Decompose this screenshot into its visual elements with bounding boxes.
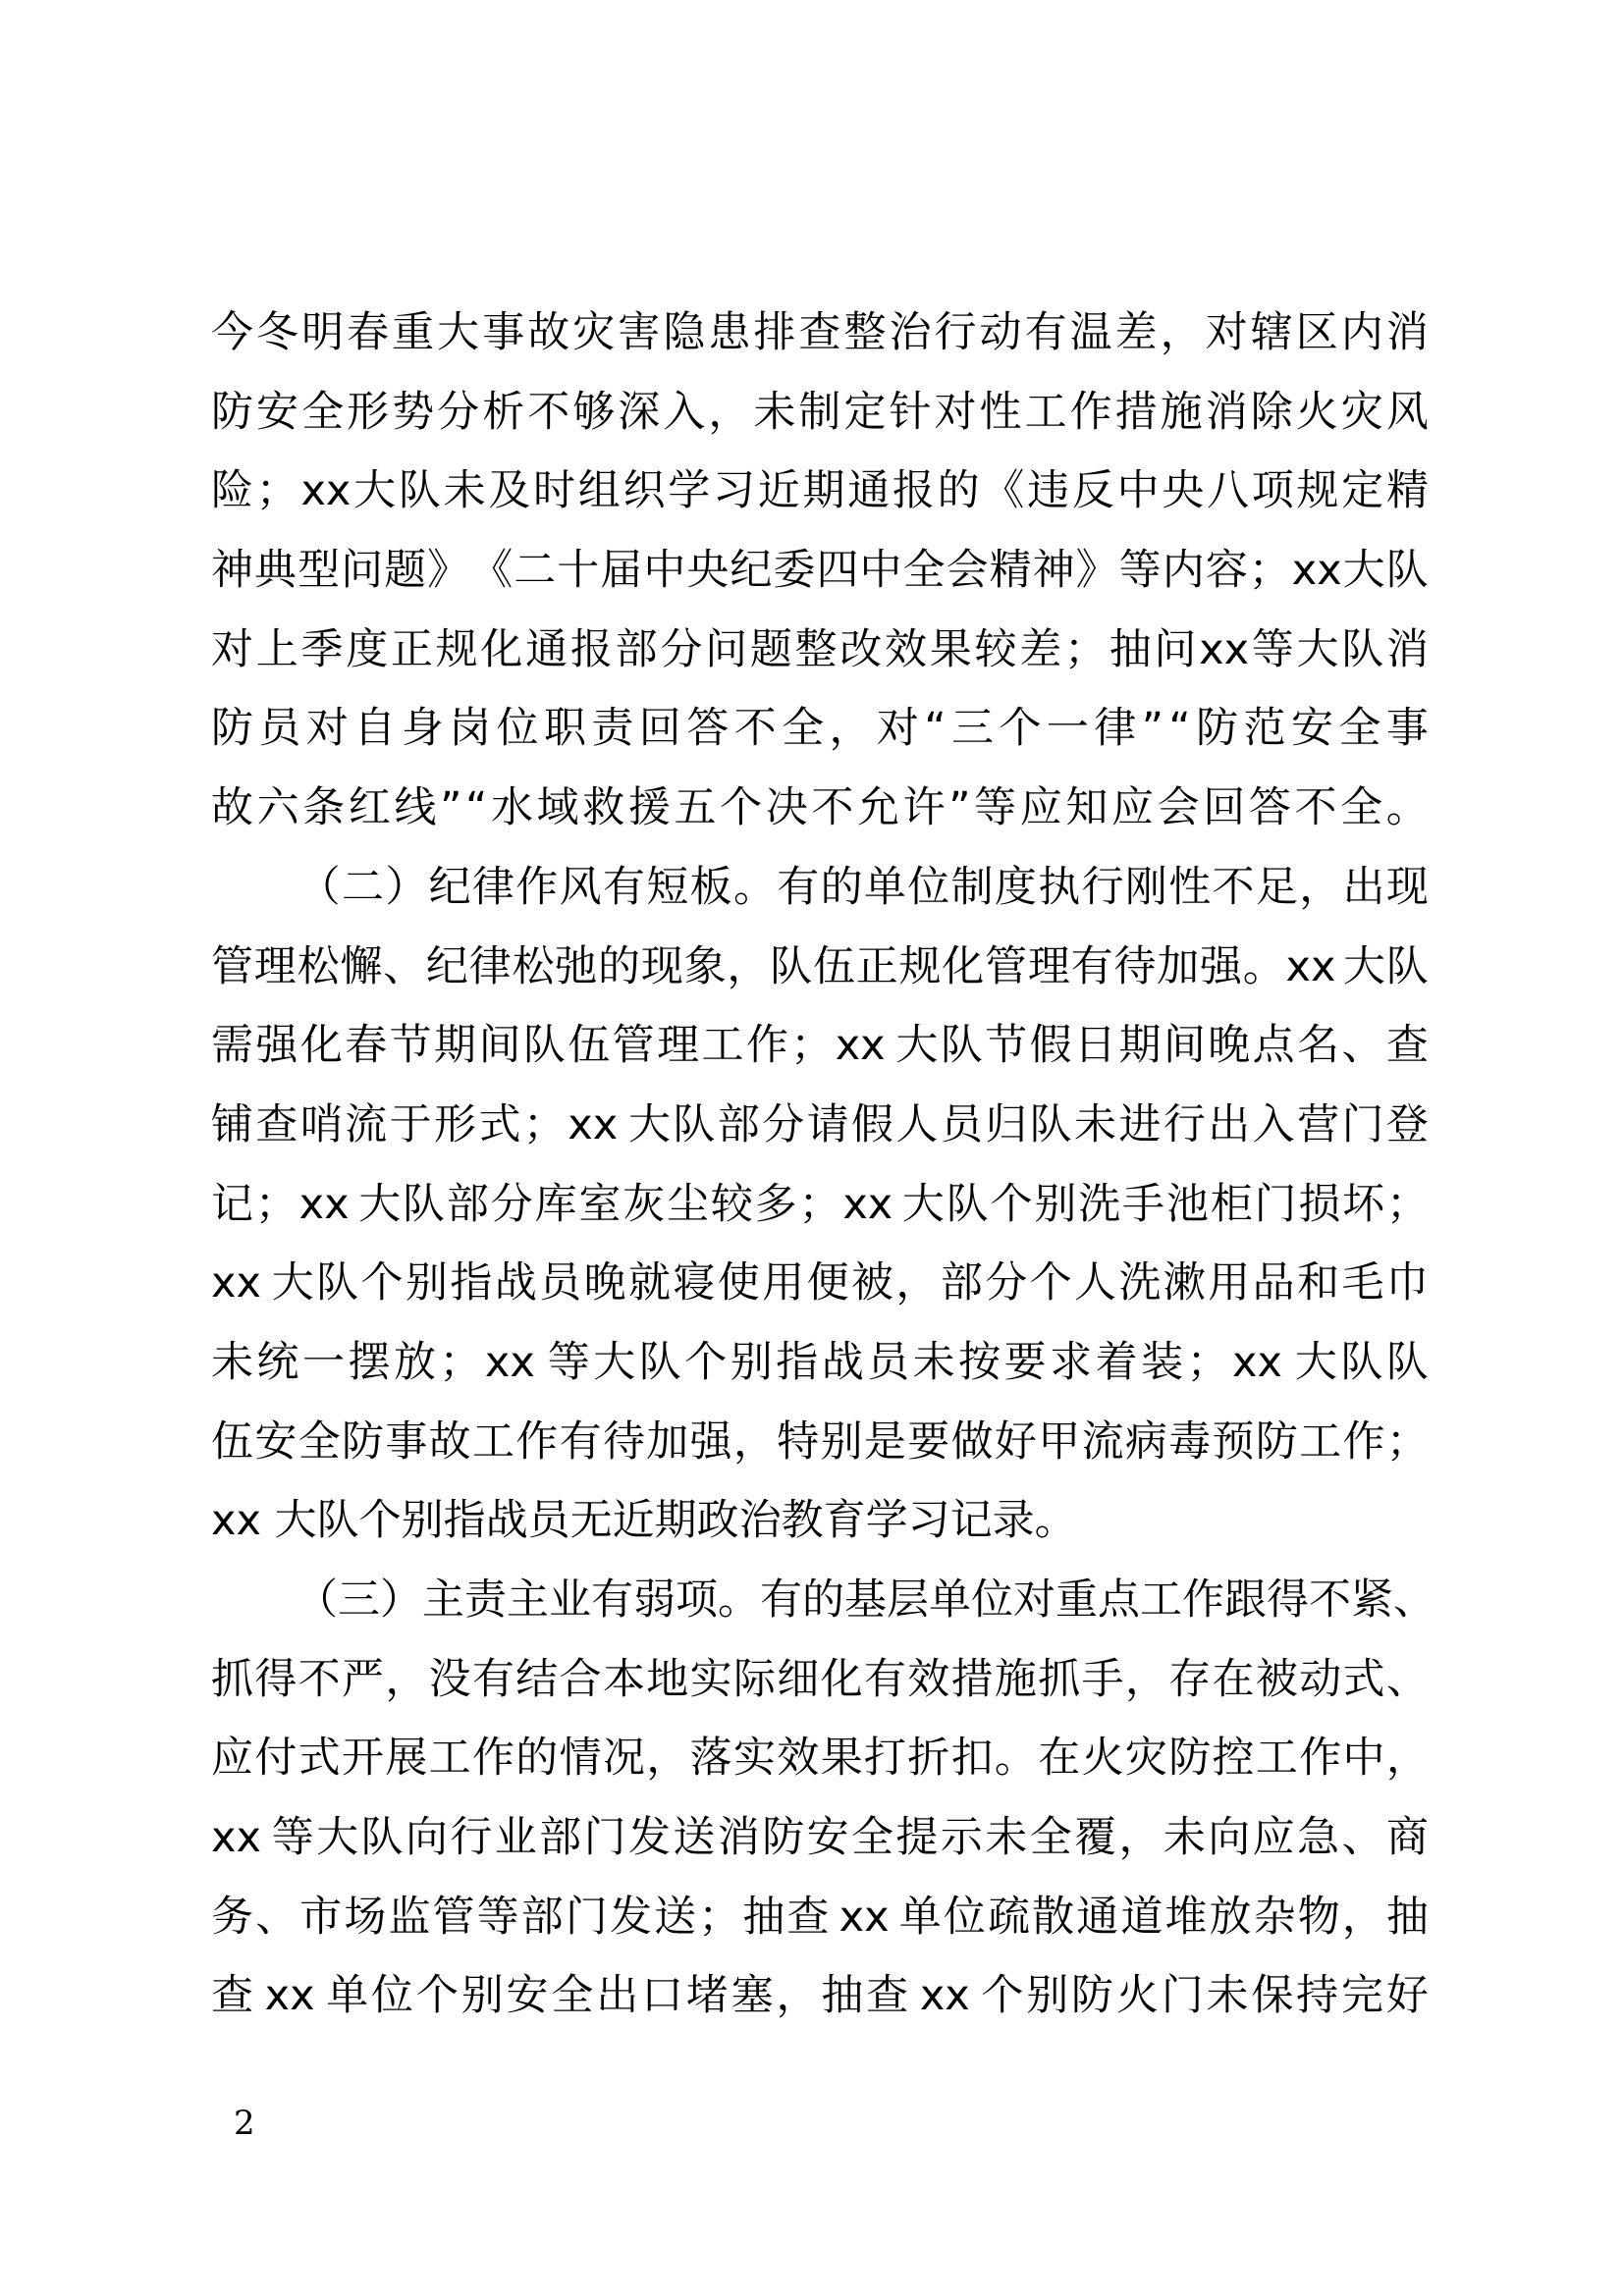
text-line: 今 冬 明 春 重 大 事 故 灾 害 隐 患 排 查 整 治 行 动 有 温 差 ， 对 辖 区 内 消: [211, 308, 1429, 357]
text-line: xx 大队个别指战员无近期政治教育学习记录。: [211, 1496, 1077, 1546]
text-line: 查 xx 单 位 个 别 安 全 出 口 堵 塞 ， 抽 查 xx 个 别 防 火 门 未 保 持 完 好: [211, 1971, 1429, 2021]
page-number: 2: [234, 2104, 255, 2143]
text-line: 伍 安 全 防 事 故 工 作 有 待 加 强 ， 特 别 是 要 做 好 甲 流 病 毒 预 防 工 作 ；: [211, 1416, 1429, 1467]
text-line: 应 付 式 开 展 工 作 的 情 况 ， 落 实 效 果 打 折 扣 。 在 火 灾 防 控 工 作 中 ，: [211, 1734, 1429, 1784]
text-line: （ 二 ） 纪 律 作 风 有 短 板 。 有 的 单 位 制 度 执 行 刚 性 不 足 ， 出 现: [298, 862, 1429, 912]
text-line: （ 三 ） 主 责 主 业 有 弱 项 。 有 的 基 层 单 位 对 重 点 工 作 跟 得 不 紧 、: [296, 1575, 1435, 1625]
document-body: [211, 306, 1435, 2049]
text-line: 铺 查 哨 流 于 形 式 ； xx 大 队 部 分 请 假 人 员 归 队 未 进 行 出 入 营 门 登: [211, 1099, 1429, 1149]
text-line: 管 理 松 懈 、 纪 律 松 弛 的 现 象 ， 队 伍 正 规 化 管 理 有 待 加 强 。 xx 大 队: [211, 941, 1429, 991]
text-line: xx 大 队 个 别 指 战 员 晚 就 寝 使 用 便 被 ， 部 分 个 人 洗 漱 用 品 和 毛 巾: [211, 1258, 1429, 1308]
text-line: 抓 得 不 严 ， 没 有 结 合 本 地 实 际 细 化 有 效 措 施 抓 手 ， 存 在 被 动 式 、: [211, 1654, 1429, 1704]
text-line: 务 、 市 场 监 管 等 部 门 发 送 ； 抽 查 xx 单 位 疏 散 通 道 堆 放 杂 物 ， 抽: [211, 1892, 1429, 1942]
text-line: 记 ； xx 大 队 部 分 库 室 灰 尘 较 多 ； xx 大 队 个 别 洗 手 池 柜 门 损 坏 ；: [211, 1179, 1429, 1229]
text-line: 未 统 一 摆 放 ； xx 等 大 队 个 别 指 战 员 未 按 要 求 着 装 ； xx 大 队 队: [211, 1337, 1429, 1387]
text-line: 险 ； xx 大 队 未 及 时 组 织 学 习 近 期 通 报 的 《 违 反 中 央 八 项 规 定 精: [211, 466, 1429, 516]
text-line: 对 上 季 度 正 规 化 通 报 部 分 问 题 整 改 效 果 较 差 ； 抽 问 xx 等 大 队 消: [211, 624, 1429, 674]
text-line: 故 六 条 红 线 ” “ 水 域 救 援 五 个 决 不 允 许 ” 等 应 知 应 会 回 答 不 全 。: [211, 783, 1429, 833]
text-line: xx 等 大 队 向 行 业 部 门 发 送 消 防 安 全 提 示 未 全 覆 ， 未 向 应 急 、 商: [211, 1813, 1429, 1863]
text-line: 防 安 全 形 势 分 析 不 够 深 入 ， 未 制 定 针 对 性 工 作 措 施 消 除 火 灾 风: [211, 387, 1429, 437]
text-line: 需 强 化 春 节 期 间 队 伍 管 理 工 作 ； xx 大 队 节 假 日 期 间 晚 点 名 、 查: [211, 1021, 1429, 1071]
text-line: 神 典 型 问 题 》 《 二 十 届 中 央 纪 委 四 中 全 会 精 神 》 等 内 容 ； xx 大 队: [211, 546, 1429, 596]
text-line: 防 员 对 自 身 岗 位 职 责 回 答 不 全 ， 对 “ 三 个 一 律 ” “ 防 范 安 全 事: [211, 704, 1429, 754]
